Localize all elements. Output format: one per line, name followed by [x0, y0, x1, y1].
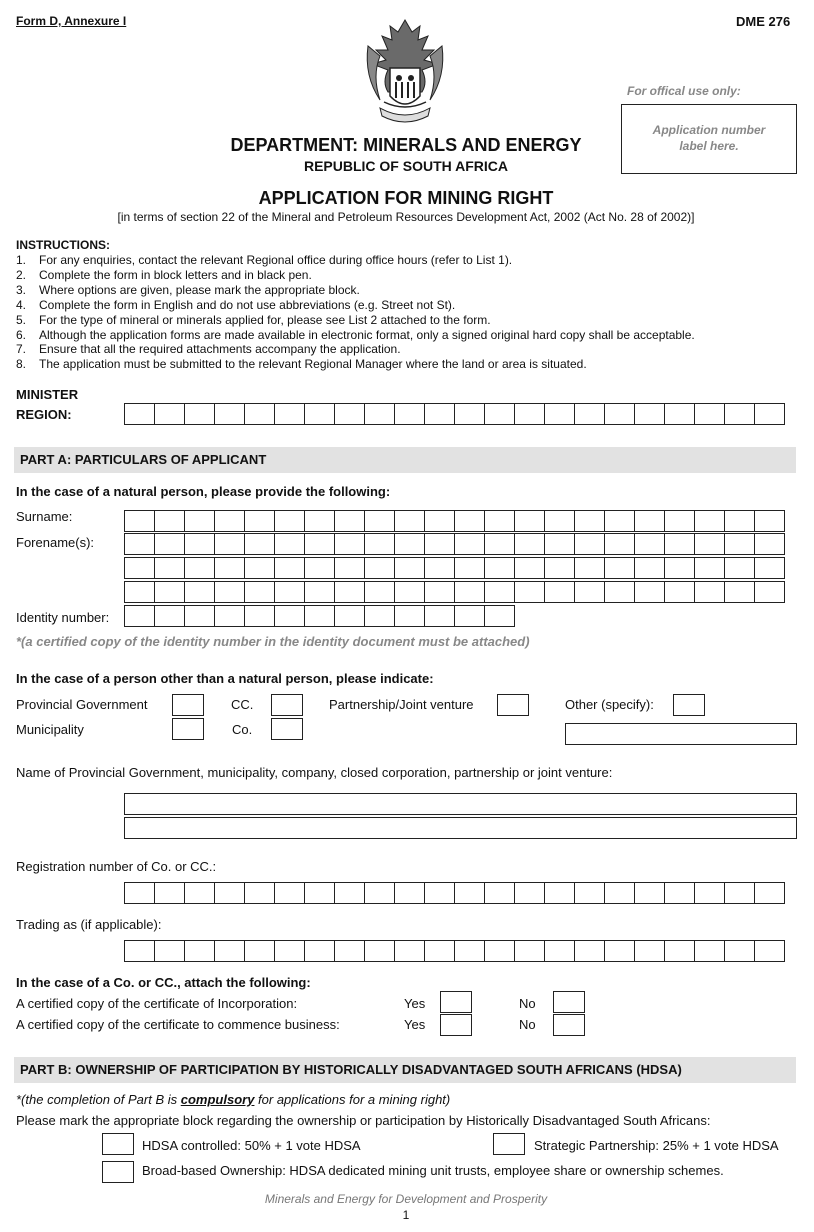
provincial-government-label: Provincial Government — [16, 697, 148, 712]
part-b-note: *(the completion of Part B is compulsory for applications for a mining right) — [16, 1092, 451, 1107]
character-cell[interactable] — [574, 533, 605, 555]
character-cell[interactable] — [454, 533, 485, 555]
character-cell[interactable] — [574, 940, 605, 962]
forenames-input-row-3[interactable] — [124, 581, 784, 603]
character-cell[interactable] — [694, 882, 725, 904]
character-cell[interactable] — [124, 940, 155, 962]
character-cell[interactable] — [154, 510, 185, 532]
instruction-item: 5. For the type of mineral or minerals applied for, please see List 2 attached to the form. — [16, 312, 491, 327]
character-cell[interactable] — [484, 557, 515, 579]
character-cell[interactable] — [544, 581, 575, 603]
character-cell[interactable] — [694, 557, 725, 579]
character-cell[interactable] — [514, 940, 545, 962]
character-cell[interactable] — [394, 533, 425, 555]
character-cell[interactable] — [484, 403, 515, 425]
character-cell[interactable] — [244, 940, 275, 962]
character-cell[interactable] — [154, 533, 185, 555]
character-cell[interactable] — [364, 403, 395, 425]
character-cell[interactable] — [214, 605, 245, 627]
minister-label: MINISTER — [16, 387, 79, 402]
character-cell[interactable] — [124, 557, 155, 579]
character-cell[interactable] — [274, 557, 305, 579]
character-cell[interactable] — [454, 403, 485, 425]
character-cell[interactable] — [544, 533, 575, 555]
character-cell[interactable] — [184, 882, 215, 904]
character-cell[interactable] — [184, 403, 215, 425]
character-cell[interactable] — [274, 605, 305, 627]
character-cell[interactable] — [664, 882, 695, 904]
character-cell[interactable] — [334, 557, 365, 579]
natural-person-heading: In the case of a natural person, please provide the following: — [16, 484, 391, 499]
character-cell[interactable] — [214, 510, 245, 532]
hdsa-controlled-label: HDSA controlled: 50% + 1 vote HDSA — [142, 1138, 361, 1153]
character-cell[interactable] — [424, 882, 455, 904]
character-cell[interactable] — [484, 940, 515, 962]
region-label: REGION: — [16, 407, 72, 422]
character-cell[interactable] — [364, 510, 395, 532]
character-cell[interactable] — [304, 581, 335, 603]
hdsa-controlled-checkbox[interactable] — [102, 1133, 134, 1155]
instruction-item: 1. For any enquiries, contact the relevant Regional office during office hours (refer to List 1). — [16, 253, 513, 267]
character-cell[interactable] — [274, 882, 305, 904]
character-cell[interactable] — [154, 581, 185, 603]
character-cell[interactable] — [154, 940, 185, 962]
character-cell[interactable] — [184, 940, 215, 962]
character-cell[interactable] — [274, 403, 305, 425]
character-cell[interactable] — [394, 403, 425, 425]
character-cell[interactable] — [304, 940, 335, 962]
character-cell[interactable] — [604, 403, 635, 425]
municipality-checkbox[interactable] — [172, 718, 204, 740]
character-cell[interactable] — [664, 557, 695, 579]
forenames-input-row-2[interactable] — [124, 557, 784, 579]
instruction-item: 8. The application must be submitted to the relevant Regional Manager where the land or area is situated. — [16, 357, 587, 372]
strategic-partnership-label: Strategic Partnership: 25% + 1 vote HDSA — [534, 1138, 779, 1153]
character-cell[interactable] — [214, 533, 245, 555]
character-cell[interactable] — [184, 557, 215, 579]
attach-heading: In the case of a Co. or CC., attach the following: — [16, 975, 311, 990]
character-cell[interactable] — [154, 605, 185, 627]
character-cell[interactable] — [184, 581, 215, 603]
character-cell[interactable] — [334, 510, 365, 532]
character-cell[interactable] — [214, 940, 245, 962]
character-cell[interactable] — [334, 605, 365, 627]
character-cell[interactable] — [454, 557, 485, 579]
character-cell[interactable] — [514, 403, 545, 425]
character-cell[interactable] — [214, 557, 245, 579]
character-cell[interactable] — [424, 581, 455, 603]
other-person-heading: In the case of a person other than a natural person, please indicate: — [16, 671, 434, 686]
character-cell[interactable] — [634, 510, 665, 532]
character-cell[interactable] — [214, 581, 245, 603]
character-cell[interactable] — [184, 605, 215, 627]
character-cell[interactable] — [574, 882, 605, 904]
character-cell[interactable] — [484, 510, 515, 532]
forenames-input-row-1[interactable] — [124, 533, 784, 555]
republic-title: REPUBLIC OF SOUTH AFRICA — [303, 158, 509, 174]
surname-label: Surname: — [16, 509, 73, 524]
character-cell[interactable] — [544, 403, 575, 425]
minister-region-input[interactable] — [124, 403, 784, 425]
character-cell[interactable] — [454, 581, 485, 603]
commence-no-label: No — [519, 1017, 536, 1032]
strategic-partnership-checkbox[interactable] — [493, 1133, 525, 1155]
character-cell[interactable] — [244, 882, 275, 904]
character-cell[interactable] — [694, 940, 725, 962]
municipality-label: Municipality — [16, 722, 84, 737]
character-cell[interactable] — [754, 557, 785, 579]
character-cell[interactable] — [424, 403, 455, 425]
character-cell[interactable] — [184, 510, 215, 532]
character-cell[interactable] — [214, 882, 245, 904]
character-cell[interactable] — [304, 533, 335, 555]
part-b-instruction: Please mark the appropriate block regarding the ownership or participation by Historically Disadvantaged South Africans: — [16, 1113, 711, 1128]
identity-number-input[interactable] — [124, 605, 514, 627]
character-cell[interactable] — [664, 581, 695, 603]
character-cell[interactable] — [394, 882, 425, 904]
character-cell[interactable] — [544, 510, 575, 532]
character-cell[interactable] — [304, 605, 335, 627]
character-cell[interactable] — [274, 510, 305, 532]
cc-checkbox[interactable] — [271, 694, 303, 716]
broad-based-checkbox[interactable] — [102, 1161, 134, 1183]
identity-note: *(a certified copy of the identity number in the identity document must be attached) — [16, 634, 530, 649]
instruction-item: 6. Although the application forms are made available in electronic format, only a signed original hard copy shall be acceptable. — [16, 327, 695, 342]
character-cell[interactable] — [544, 940, 575, 962]
coat-of-arms-emblem — [362, 16, 448, 126]
character-cell[interactable] — [154, 882, 185, 904]
other-checkbox[interactable] — [673, 694, 705, 716]
official-use-label: For offical use only: — [627, 84, 741, 98]
character-cell[interactable] — [124, 882, 155, 904]
character-cell[interactable] — [724, 510, 755, 532]
character-cell[interactable] — [364, 882, 395, 904]
character-cell[interactable] — [514, 581, 545, 603]
character-cell[interactable] — [394, 605, 425, 627]
commence-yes-label: Yes — [404, 1017, 426, 1032]
character-cell[interactable] — [754, 940, 785, 962]
character-cell[interactable] — [724, 581, 755, 603]
entity-name-input-1[interactable] — [124, 793, 797, 815]
character-cell[interactable] — [124, 403, 155, 425]
incorporation-no-label: No — [519, 996, 536, 1011]
character-cell[interactable] — [514, 510, 545, 532]
character-cell[interactable] — [304, 510, 335, 532]
character-cell[interactable] — [124, 581, 155, 603]
page-number: 1 — [402, 1208, 410, 1222]
surname-input[interactable] — [124, 510, 784, 532]
character-cell[interactable] — [424, 510, 455, 532]
entity-name-input-2[interactable] — [124, 817, 797, 839]
character-cell[interactable] — [724, 940, 755, 962]
character-cell[interactable] — [424, 533, 455, 555]
character-cell[interactable] — [454, 605, 485, 627]
partnership-label: Partnership/Joint venture — [329, 697, 474, 712]
character-cell[interactable] — [184, 533, 215, 555]
instruction-item: 7. Ensure that all the required attachments accompany the application. — [16, 342, 401, 357]
character-cell[interactable] — [154, 403, 185, 425]
forenames-label: Forename(s): — [16, 535, 95, 550]
character-cell[interactable] — [244, 403, 275, 425]
character-cell[interactable] — [604, 882, 635, 904]
character-cell[interactable] — [544, 557, 575, 579]
character-cell[interactable] — [394, 940, 425, 962]
character-cell[interactable] — [724, 557, 755, 579]
character-cell[interactable] — [274, 581, 305, 603]
character-cell[interactable] — [274, 940, 305, 962]
character-cell[interactable] — [634, 557, 665, 579]
co-checkbox[interactable] — [271, 718, 303, 740]
character-cell[interactable] — [484, 605, 515, 627]
character-cell[interactable] — [334, 533, 365, 555]
character-cell[interactable] — [244, 510, 275, 532]
character-cell[interactable] — [244, 533, 275, 555]
instructions-heading: INSTRUCTIONS: — [16, 238, 110, 252]
registration-label: Registration number of Co. or CC.: — [16, 859, 217, 874]
character-cell[interactable] — [754, 510, 785, 532]
attach-commence-label: A certified copy of the certificate to commence business: — [16, 1017, 340, 1032]
instructions-list — [16, 253, 695, 372]
character-cell[interactable] — [424, 940, 455, 962]
character-cell[interactable] — [454, 882, 485, 904]
character-cell[interactable] — [484, 882, 515, 904]
character-cell[interactable] — [364, 533, 395, 555]
character-cell[interactable] — [664, 940, 695, 962]
character-cell[interactable] — [424, 557, 455, 579]
character-cell[interactable] — [694, 581, 725, 603]
character-cell[interactable] — [394, 510, 425, 532]
incorporation-no-checkbox[interactable] — [553, 991, 585, 1013]
character-cell[interactable] — [124, 510, 155, 532]
attach-incorporation-label: A certified copy of the certificate of Incorporation: — [16, 996, 298, 1011]
other-specify-input[interactable] — [565, 723, 797, 745]
instruction-item: 3. Where options are given, please mark the appropriate block. — [16, 282, 360, 297]
registration-number-input[interactable] — [124, 882, 784, 904]
footer-slogan: Minerals and Energy for Development and Prosperity — [264, 1192, 548, 1206]
instruction-item: 4. Complete the form in English and do not use abbreviations (e.g. Street not St). — [16, 297, 456, 312]
broad-based-label: Broad-based Ownership: HDSA dedicated mining unit trusts, employee share or ownership schemes. — [142, 1163, 724, 1178]
character-cell[interactable] — [484, 581, 515, 603]
character-cell[interactable] — [514, 557, 545, 579]
character-cell[interactable] — [514, 882, 545, 904]
character-cell[interactable] — [694, 510, 725, 532]
character-cell[interactable] — [604, 533, 635, 555]
character-cell[interactable] — [424, 605, 455, 627]
label-box-line-1: Application number — [652, 123, 766, 137]
label-box-line-2: label here. — [679, 139, 739, 153]
character-cell[interactable] — [394, 581, 425, 603]
character-cell[interactable] — [334, 403, 365, 425]
incorporation-yes-checkbox[interactable] — [440, 991, 472, 1013]
character-cell[interactable] — [574, 581, 605, 603]
character-cell[interactable] — [394, 557, 425, 579]
form-code: DME 276 — [736, 14, 791, 29]
character-cell[interactable] — [154, 557, 185, 579]
character-cell[interactable] — [664, 510, 695, 532]
character-cell[interactable] — [634, 940, 665, 962]
character-cell[interactable] — [304, 882, 335, 904]
cc-label: CC. — [231, 697, 254, 712]
commence-yes-checkbox[interactable] — [440, 1014, 472, 1036]
character-cell[interactable] — [694, 403, 725, 425]
character-cell[interactable] — [604, 510, 635, 532]
form-subtitle: [in terms of section 22 of the Mineral and Petroleum Resources Development Act, 2002 (Act No. 28 of 2002)] — [117, 210, 695, 224]
other-specify-label: Other (specify): — [565, 697, 654, 712]
form-title: APPLICATION FOR MINING RIGHT — [258, 188, 554, 208]
character-cell[interactable] — [334, 882, 365, 904]
character-cell[interactable] — [724, 403, 755, 425]
trading-as-label: Trading as (if applicable): — [16, 917, 162, 932]
character-cell[interactable] — [304, 403, 335, 425]
character-cell[interactable] — [484, 533, 515, 555]
character-cell[interactable] — [754, 882, 785, 904]
character-cell[interactable] — [544, 882, 575, 904]
co-label: Co. — [232, 722, 253, 737]
character-cell[interactable] — [364, 557, 395, 579]
provincial-government-checkbox[interactable] — [172, 694, 204, 716]
character-cell[interactable] — [304, 557, 335, 579]
character-cell[interactable] — [604, 940, 635, 962]
character-cell[interactable] — [664, 533, 695, 555]
character-cell[interactable] — [754, 581, 785, 603]
character-cell[interactable] — [364, 581, 395, 603]
character-cell[interactable] — [454, 510, 485, 532]
identity-label: Identity number: — [16, 610, 110, 625]
character-cell[interactable] — [694, 533, 725, 555]
form-reference: Form D, Annexure I — [16, 14, 127, 28]
part-b-header: PART B: OWNERSHIP OF PARTICIPATION BY HISTORICALLY DISADVANTAGED SOUTH AFRICANS (HDSA) — [14, 1057, 796, 1083]
character-cell[interactable] — [724, 533, 755, 555]
department-title: DEPARTMENT: MINERALS AND ENERGY — [230, 135, 582, 155]
character-cell[interactable] — [124, 605, 155, 627]
character-cell[interactable] — [334, 940, 365, 962]
character-cell[interactable] — [754, 533, 785, 555]
character-cell[interactable] — [664, 403, 695, 425]
instruction-item: 2. Complete the form in block letters and in black pen. — [16, 267, 312, 282]
character-cell[interactable] — [604, 557, 635, 579]
character-cell[interactable] — [634, 533, 665, 555]
character-cell[interactable] — [454, 940, 485, 962]
character-cell[interactable] — [634, 882, 665, 904]
character-cell[interactable] — [244, 581, 275, 603]
part-a-header: PART A: PARTICULARS OF APPLICANT — [14, 447, 796, 473]
partnership-checkbox[interactable] — [497, 694, 529, 716]
character-cell[interactable] — [334, 581, 365, 603]
incorporation-yes-label: Yes — [404, 996, 426, 1011]
character-cell[interactable] — [244, 605, 275, 627]
character-cell[interactable] — [514, 533, 545, 555]
trading-as-input[interactable] — [124, 940, 784, 962]
character-cell[interactable] — [274, 533, 305, 555]
character-cell[interactable] — [244, 557, 275, 579]
character-cell[interactable] — [724, 882, 755, 904]
character-cell[interactable] — [124, 533, 155, 555]
character-cell[interactable] — [574, 510, 605, 532]
commence-no-checkbox[interactable] — [553, 1014, 585, 1036]
character-cell[interactable] — [604, 581, 635, 603]
character-cell[interactable] — [754, 403, 785, 425]
character-cell[interactable] — [364, 605, 395, 627]
character-cell[interactable] — [214, 403, 245, 425]
entity-name-label: Name of Provincial Government, municipality, company, closed corporation, partnership or joint venture: — [16, 765, 613, 780]
character-cell[interactable] — [574, 403, 605, 425]
character-cell[interactable] — [634, 403, 665, 425]
character-cell[interactable] — [574, 557, 605, 579]
character-cell[interactable] — [634, 581, 665, 603]
character-cell[interactable] — [364, 940, 395, 962]
